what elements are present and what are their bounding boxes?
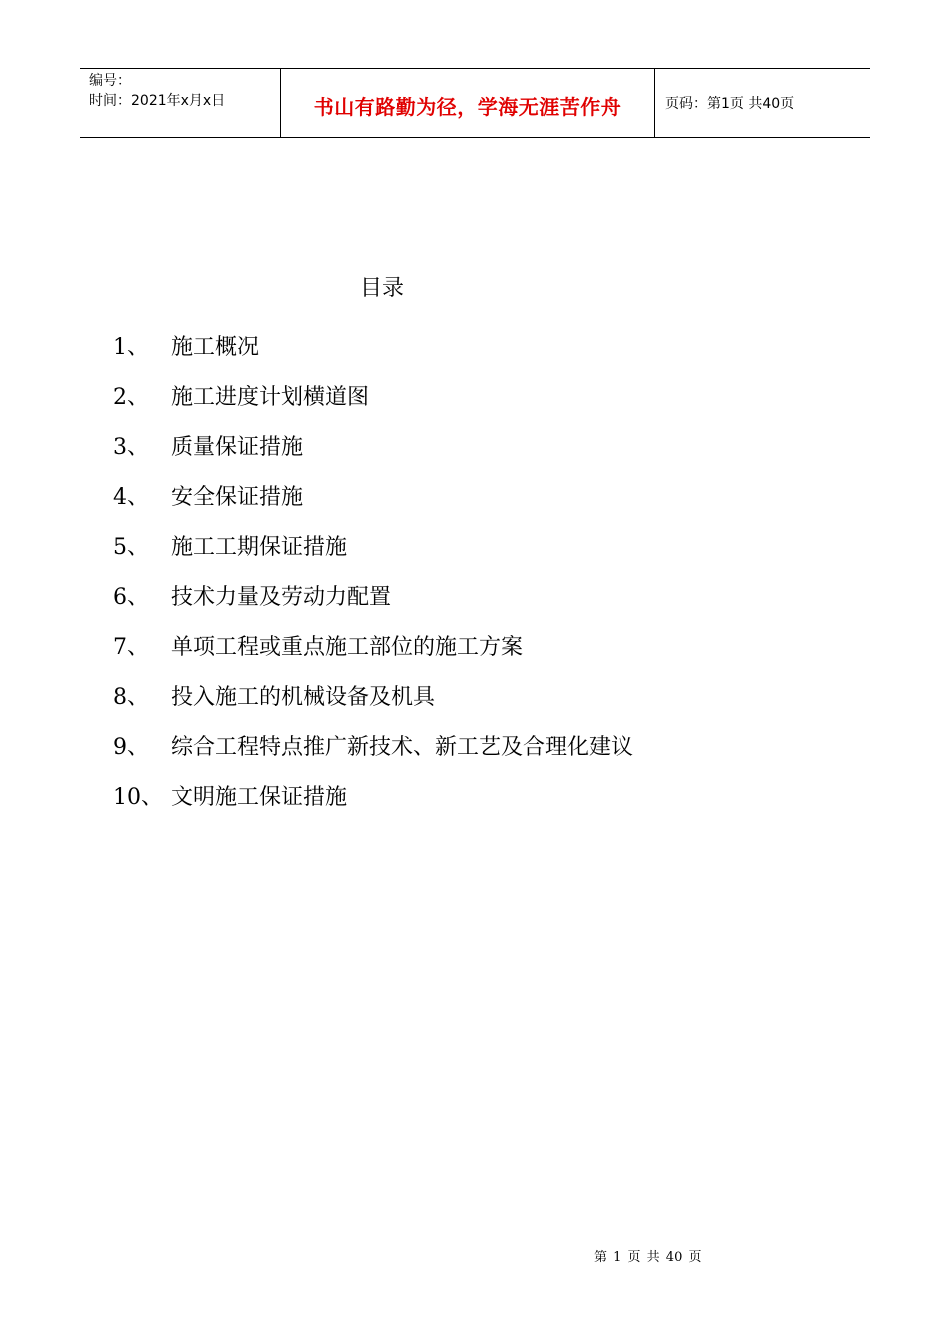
header-page-info: 页码：第1页 共40页	[665, 96, 795, 112]
toc-item	[113, 670, 633, 720]
toc-item-text: 技术力量及劳动力配置	[171, 584, 392, 610]
toc-item-text: 综合工程特点推广新技术、新工艺及合理化建议	[171, 734, 634, 760]
header-page-cell	[655, 69, 870, 137]
toc-item-number: 1、	[113, 334, 149, 360]
toc-item-text: 施工概况	[171, 334, 260, 360]
document-date-label: 时间：2021年x月x日	[89, 93, 226, 109]
header-motto-cell	[281, 69, 655, 137]
toc-item-text: 施工工期保证措施	[171, 534, 348, 560]
table-of-contents	[113, 320, 633, 820]
toc-item-number: 8、	[113, 684, 149, 710]
toc-item	[113, 320, 633, 370]
toc-item-number: 3、	[113, 434, 149, 460]
toc-item-number: 5、	[113, 534, 149, 560]
toc-item	[113, 570, 633, 620]
header-motto: 书山有路勤为径，学海无涯苦作舟	[313, 94, 622, 119]
toc-item-number: 2、	[113, 384, 149, 410]
toc-item-text: 安全保证措施	[171, 484, 304, 510]
toc-item-text: 文明施工保证措施	[171, 784, 348, 810]
document-number-label: 编号：	[89, 73, 131, 89]
toc-item-number: 6、	[113, 584, 149, 610]
header-meta-cell	[80, 69, 281, 137]
toc-item	[113, 620, 633, 670]
toc-item-number: 10、	[113, 784, 163, 810]
toc-item-text: 单项工程或重点施工部位的施工方案	[171, 634, 524, 660]
toc-item	[113, 720, 633, 770]
toc-item-number: 4、	[113, 484, 149, 510]
toc-item	[113, 470, 633, 520]
page-footer-number: 第 1 页 共 40 页	[594, 1250, 702, 1265]
toc-title: 目录	[360, 276, 405, 301]
toc-item	[113, 520, 633, 570]
toc-item-text: 质量保证措施	[171, 434, 304, 460]
toc-item	[113, 770, 633, 820]
toc-item-number: 9、	[113, 734, 149, 760]
toc-item	[113, 420, 633, 470]
toc-item-text: 投入施工的机械设备及机具	[171, 684, 436, 710]
toc-item	[113, 370, 633, 420]
toc-item-number: 7、	[113, 634, 149, 660]
toc-item-text: 施工进度计划横道图	[171, 384, 370, 410]
page-header	[80, 68, 870, 138]
